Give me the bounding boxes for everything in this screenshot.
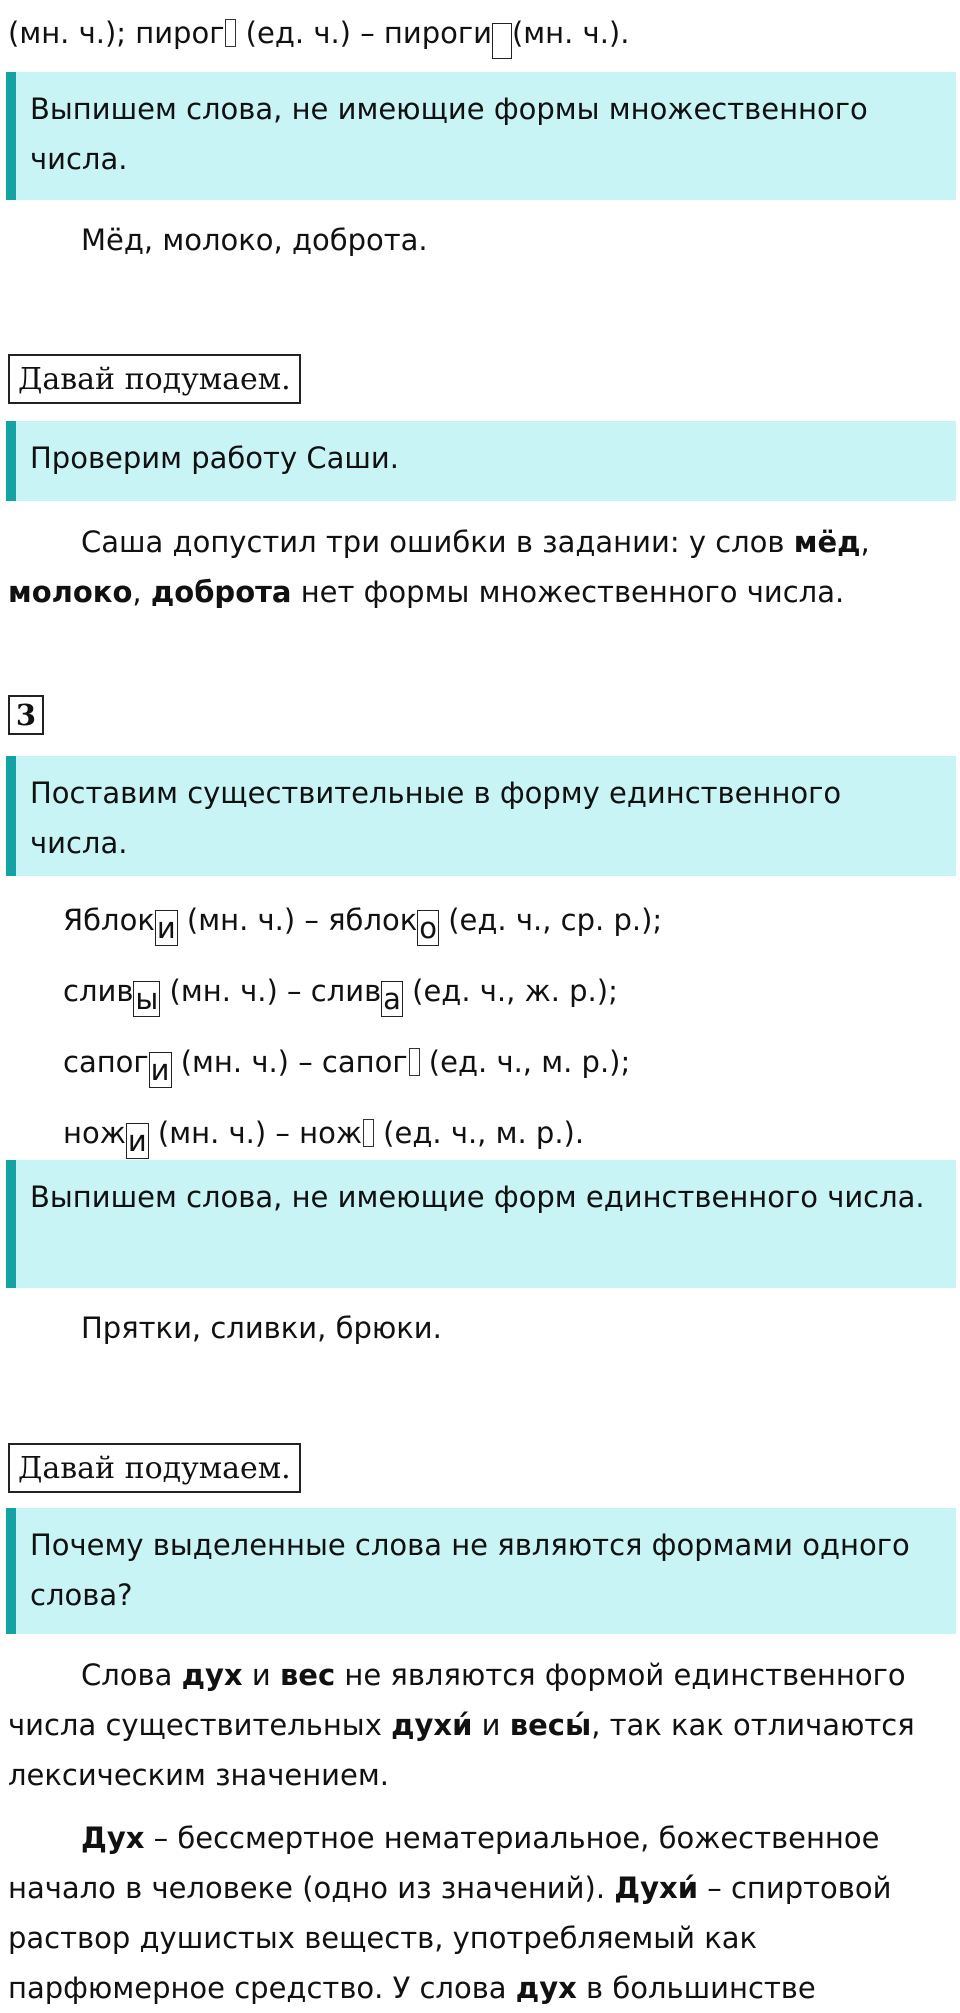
empty-ending-marker [225, 19, 236, 47]
ending-box: и [127, 1124, 147, 1158]
ending-box: и [150, 1053, 170, 1087]
callout-write-words-no-singular: Выпишем слова, не имеющие форм единственного числа. [6, 1160, 956, 1288]
callout-put-singular: Поставим существительные в форму единственного числа. [6, 756, 956, 876]
callout-write-words-no-plural: Выпишем слова, не имеющие формы множественного числа. [6, 72, 956, 200]
callout-why-not-forms: Почему выделенные слова не являются формами одного слова? [6, 1508, 956, 1634]
example-line: сапоги (мн. ч.) – сапог (ед. ч., м. р.); [63, 1045, 631, 1087]
think-label: Давай подумаем. [8, 1443, 301, 1493]
top-line: (мн. ч.); пирог (ед. ч.) – пироги (мн. ч.). [8, 8, 948, 59]
think-label: Давай подумаем. [8, 354, 301, 404]
ending-box: ы [135, 982, 159, 1016]
task-number: 3 [8, 695, 44, 735]
answer-no-singular: Прятки, сливки, брюки. [81, 1311, 442, 1345]
ending-box: и [156, 911, 176, 945]
ending-box [492, 23, 512, 59]
callout-check-sasha: Проверим работу Саши. [6, 421, 956, 501]
sasha-paragraph: Саша допустил три ошибки в задании: у слов мёд, молоко, доброта нет формы множественного числа. [8, 525, 870, 609]
example-line: Яблоки (мн. ч.) – яблоко (ед. ч., ср. р.); [63, 903, 663, 945]
explanation-paragraph-2: Дух – бессмертное нематериальное, божественное начало в человеке (одно из значений). Духи́ – спиртовой раствор душистых веществ, употребляемый как парфюмерное средство. У слова дух в большинстве [8, 1821, 892, 2005]
example-line: сливы (мн. ч.) – слива (ед. ч., ж. р.); [63, 974, 618, 1016]
empty-ending-marker [409, 1048, 420, 1076]
example-line: ножи (мн. ч.) – нож (ед. ч., м. р.). [63, 1116, 585, 1158]
explanation-paragraph-1: Слова дух и вес не являются формой единственного числа существительных духи́ и весы́, так как отличаются лексическим значением. [8, 1658, 915, 1792]
ending-box: а [383, 982, 401, 1016]
answer-no-plural: Мёд, молоко, доброта. [81, 223, 428, 257]
ending-box: о [419, 911, 437, 945]
empty-ending-marker [363, 1119, 374, 1147]
